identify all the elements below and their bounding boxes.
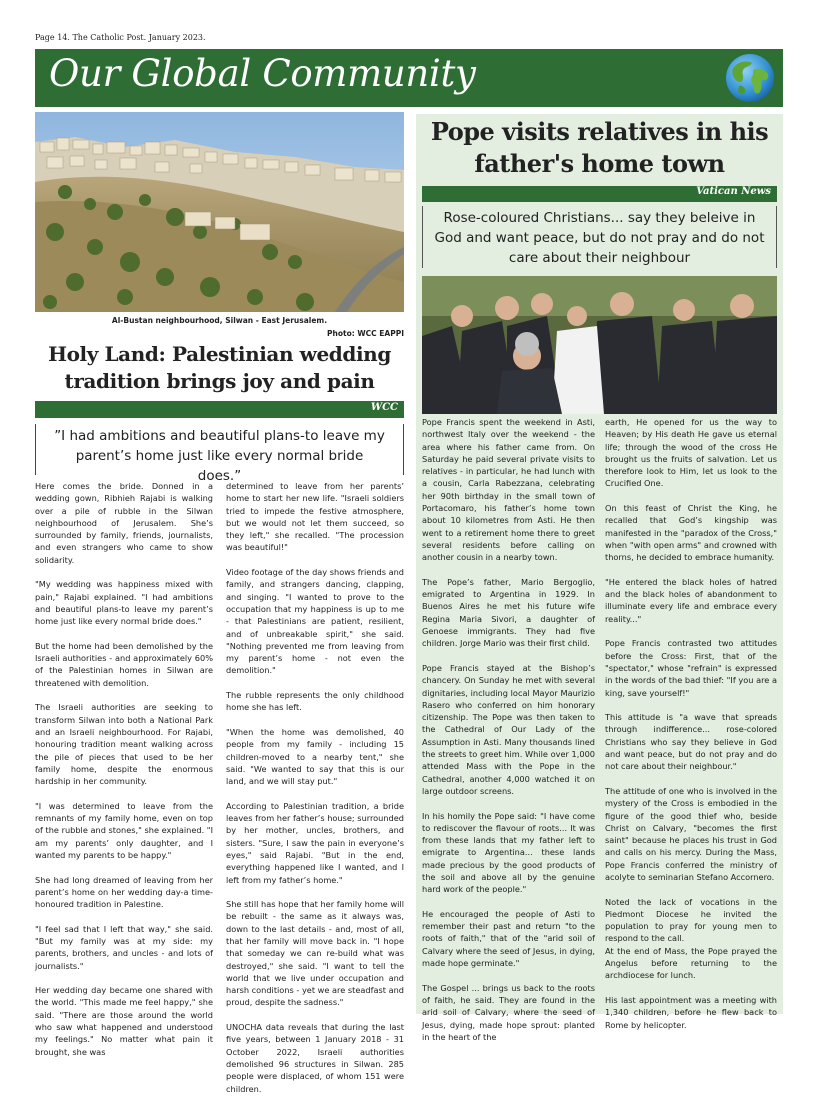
paragraph: Video footage of the day shows friends and family, and strangers dancing, clapping, and singing. "I wanted to prove to the occupation that my happiness is up to me - that Palestinians are patient, resilient, and of unbreakable spirit," she said. "Nothing prevented me from leaving from my parent’s home - not even the demolition." xyxy=(226,567,404,676)
paragraph: The rubble represents the only childhood home she has left. xyxy=(226,690,404,713)
left-column-2 xyxy=(226,480,404,1107)
left-headline: Holy Land: Palestinian wedding tradition brings joy and pain xyxy=(48,342,391,393)
section-title: Our Global Community xyxy=(49,52,476,95)
paragraph: She still has hope that her family home will be rebuilt - the same as it always was, down to the last details - and, most of all, that her family will move back in. "I hope that someday we can re-build what was destroyed," she said. "I want to tell the world that we live under occupation and harsh conditions - yet we are steadfast and proud, despite the sadness." xyxy=(226,899,404,1008)
photo-credit: Photo: WCC EAPPI xyxy=(327,329,404,338)
paragraph: He encouraged the people of Asti to remember their past and return "to the roots of faith," that of the "arid soil of Calvary where the seed of Jesus, in dying, made hope germinate." xyxy=(422,908,595,969)
paragraph: In his homily the Pope said: "I have come to rediscover the flavour of roots... It was from these lands that my father left to emigrate to Argentina... these lands made precious by the good products of the soil and above all by the genuine hard work of the people." xyxy=(422,810,595,895)
paragraph: determined to leave from her parents’ home to start her new life. "Israeli soldiers tried to impede the festive atmosphere, but we would not let them succeed, so they left," she recalled. "The procession was beautiful!" xyxy=(226,481,404,553)
page-header: Page 14. The Catholic Post. January 2023. xyxy=(35,33,206,42)
right-headline: Pope visits relatives in his father's home town xyxy=(430,117,769,178)
paragraph: "My wedding was happiness mixed with pain," Rajabi explained. "I had ambitions and beautiful plans-to leave my parent’s home just like every normal bride does." xyxy=(35,579,213,627)
paragraph: Here comes the bride. Donned in a wedding gown, Ribhieh Rajabi is walking over a pile of rubble in the Silwan neighbourhood of Jerusalem. She’s surrounded by family, friends, journalists, and even strangers who came to show solidarity. xyxy=(35,481,213,565)
globe-icon xyxy=(725,53,775,103)
paragraph: The Pope’s father, Mario Bergoglio, emigrated to Argentina in 1929. In Buenos Aires he met his future wife Regina Maria Sivori, a daughter of Genoese immigrants. They had five children. Jorge Mario was their first child. xyxy=(422,576,595,649)
paragraph: Pope Francis spent the weekend in Asti, northwest Italy over the weekend - the area where his father came from. On Saturday he paid several private visits to relatives - in particular, he had lunch with a cousin, Carla Rabezzana, celebrating her 90th birthday in the small town of Portacomaro, his father’s home town about 10 kilometres from Asti. He then went to a retirement home there to greet several residents before calling on another cousin in a nearby town. xyxy=(422,417,595,563)
paragraph: Her wedding day became one shared with the world. "This made me feel happy," she said. "There are those around the world who saw what happened and understood my feelings." No matter what pain it brought, she was xyxy=(35,985,213,1057)
right-pull-quote: Rose-coloured Christians... say they beleive in God and want peace, but do not pray and do not care about their neighbour xyxy=(422,206,777,268)
left-column-1 xyxy=(35,480,213,1070)
paragraph: "He entered the black holes of hatred and the black holes of abandonment to illuminate every life and embrace every reality..." xyxy=(605,576,777,624)
paragraph: Noted the lack of vocations in the Piedmont Diocese he invited the population to pray for young men to respond to the call. xyxy=(605,896,777,944)
paragraph: The attitude of one who is involved in the mystery of the Cross is embodied in the figure of the good thief who, beside Christ on Calvary, "becomes the first saint" because he places his trust in God and calls on his mercy. During the Mass, Pope Francis conferred the ministry of acolyte to seminarian Stefano Accornero. xyxy=(605,785,777,882)
right-column-1 xyxy=(422,416,595,1055)
left-source-bar xyxy=(35,401,404,418)
right-source: Vatican News xyxy=(696,186,771,197)
paragraph: The Gospel ... brings us back to the roots of faith, he said. They are found in the arid soil of Calvary, where the seed of Jesus, dying, made hope sprout: planted in the heart of the xyxy=(422,982,595,1042)
pope-photo xyxy=(422,276,777,414)
right-column-2 xyxy=(605,416,777,1043)
paragraph: His last appointment was a meeting with 1,340 children, before he flew back to Rome by helicopter. xyxy=(605,994,777,1030)
paragraph: On this feast of Christ the King, he recalled that God’s kingship was manifested in the "paradox of the Cross," when "with open arms" and crowned with thorns, he decided to embrace humanity. xyxy=(605,503,777,563)
paragraph: This attitude is "a wave that spreads through indifference... rose-colored Christians who say they believe in God and want peace, but do not pray and do not care about their neighbour." xyxy=(605,712,777,772)
paragraph: At the end of Mass, the Pope prayed the Angelus before returning to the archdiocese for lunch. xyxy=(605,945,777,981)
paragraph: "I feel sad that I left that way," she said. "But my family was at my side: my parents, brothers, and uncles - and lots of journalists." xyxy=(35,923,213,971)
paragraph: The Israeli authorities are seeking to transform Silwan into both a National Park and an Israeli neighbourhood. For Rajabi, honouring tradition meant walking across the pile of pieces that used to be her family home, despite the enormous hardship in her community. xyxy=(35,702,213,787)
left-source: WCC xyxy=(370,402,398,413)
paragraph: According to Palestinian tradition, a bride leaves from her father’s house; surrounded by her mother, uncles, brothers, and sisters. "Sure, I saw the pain in everyone’s eyes," said Rajabi. "But in the end, everything happened like I wanted, and I left from my father’s home." xyxy=(226,800,404,885)
left-pull-quote: ”I had ambitions and beautiful plans-to leave my parent’s home just like every normal bride does.” xyxy=(35,424,404,475)
paragraph: Pope Francis stayed at the Bishop’s chancery. On Sunday he met with several dignitaries, including local Mayor Maurizio Rasero who conferred on him honorary citizenship. The Pope was then taken to the Cathedral of Our Lady of the Assumption in Asti. Many thousands lined the streets to greet him. While over 1,000 attended Mass with the Pope in the Cathedral, another 4,000 watched it on large outdoor screens. xyxy=(422,662,595,796)
photo-caption: Al-Bustan neighbourhood, Silwan - East Jerusalem. xyxy=(111,316,328,325)
section-banner xyxy=(35,49,783,107)
paragraph: "I was determined to leave from the remnants of my family home, even on top of the rubble and stones," she explained. "I am my parents’ only daughter, and I wanted my parents to be happy." xyxy=(35,800,213,860)
silwan-photo xyxy=(35,112,404,312)
paragraph: "When the home was demolished, 40 people from my family - including 15 children-moved to a nearby tent," she said. "We wanted to say that this is our land, and we will stay put." xyxy=(226,726,404,787)
paragraph: UNOCHA data reveals that during the last five years, between 1 January 2018 - 31 October 2022, Israeli authorities demolished 96 structures in Silwan. 285 people were displaced, of whom 151 were children. xyxy=(226,1022,404,1094)
paragraph: Pope Francis contrasted two attitudes before the Cross: First, that of the "spectator," whose "refrain" is expressed in the words of the bad thief: "If you are a king, save yourself!" xyxy=(605,638,777,698)
paragraph: earth, He opened for us the way to Heaven; by His death He gave us eternal life; through the wood of the cross He brought us the fruits of salvation. Let us therefore look to Him, let us look to the Crucified One. xyxy=(605,417,777,489)
paragraph: She had long dreamed of leaving from her parent’s home on her wedding day-a time-honoured tradition in Palestine. xyxy=(35,874,213,910)
right-source-bar xyxy=(422,186,777,202)
paragraph: But the home had been demolished by the Israeli authorities - and approximately 60% of the Palestinian homes in Silwan are threatened with demolition. xyxy=(35,640,213,688)
